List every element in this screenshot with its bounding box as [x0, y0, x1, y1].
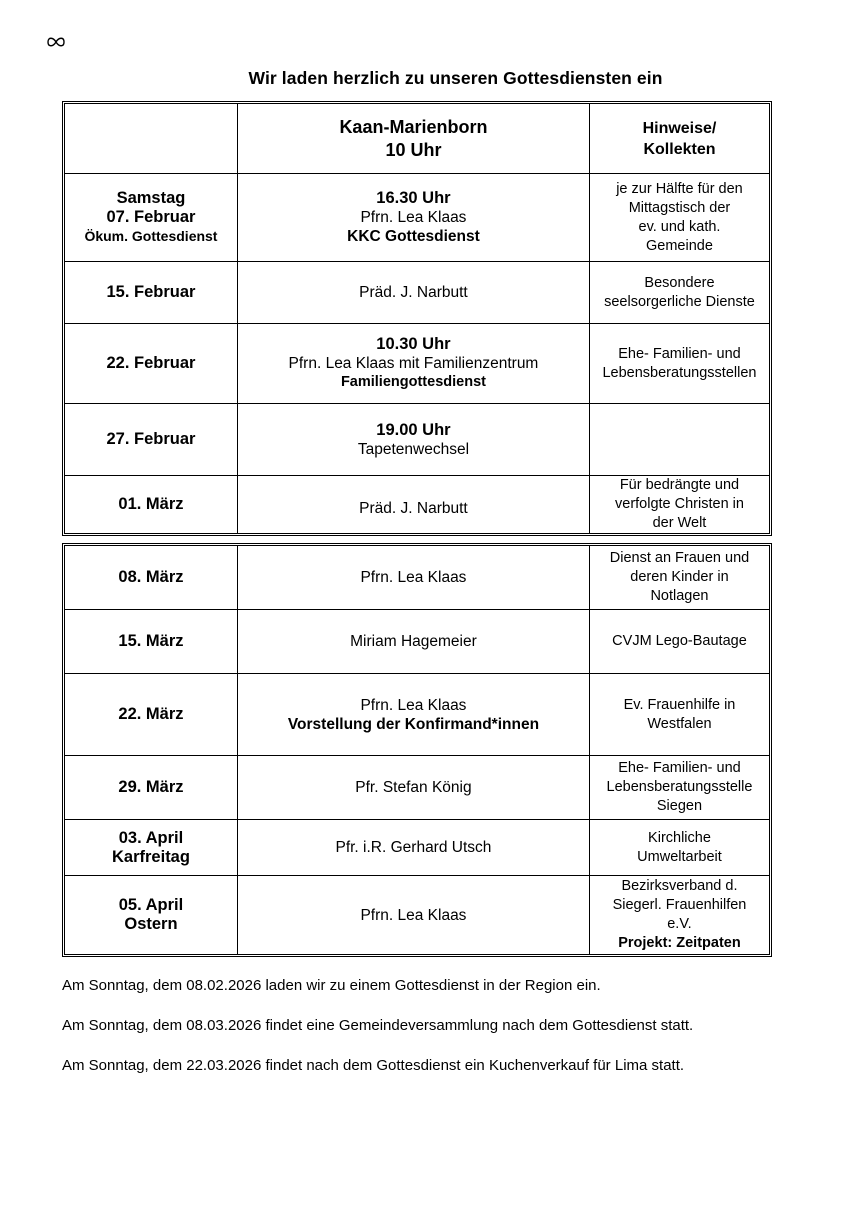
- date-cell: [65, 876, 238, 954]
- date-line: 15. Februar: [106, 283, 196, 301]
- date-cell: [65, 476, 238, 533]
- service-extra: Vorstellung der Konfirmand*innen: [287, 715, 540, 733]
- table-row: [65, 610, 769, 674]
- service-extra: KKC Gottesdienst: [347, 228, 480, 245]
- header-empty-cell: [65, 104, 238, 174]
- service-person: Pfrn. Lea Klaas: [360, 696, 467, 714]
- note-line: je zur Hälfte für den: [616, 180, 743, 197]
- note-line: Lebensberatungsstelle: [606, 779, 753, 795]
- service-person: Pfr. Stefan König: [355, 779, 472, 796]
- service-cell: [238, 610, 590, 674]
- note-line: Lebensberatungsstellen: [602, 364, 757, 381]
- table-row: [65, 756, 769, 820]
- notes-cell: [590, 174, 769, 262]
- notes-cell: [590, 674, 769, 756]
- footer-note: Am Sonntag, dem 08.03.2026 findet eine Gemeindeversammlung nach dem Gottesdienst statt.: [62, 1017, 694, 1034]
- note-line: Siegen: [656, 798, 703, 814]
- date-cell: [65, 404, 238, 476]
- date-subtitle: Ökum. Gottesdienst: [84, 228, 218, 244]
- service-person: Pfrn. Lea Klaas mit Familienzentrum: [288, 355, 539, 372]
- note-line: CVJM Lego-Bautage: [612, 633, 747, 649]
- date-cell: [65, 756, 238, 820]
- note-line: Für bedrängte und: [619, 477, 740, 493]
- date-line: Samstag: [116, 189, 186, 207]
- date-line: 03. April: [118, 828, 184, 847]
- service-person: Miriam Hagemeier: [350, 633, 477, 650]
- notes-cell: [590, 876, 769, 954]
- notes-cell: [590, 820, 769, 876]
- note-line: seelsorgerliche Dienste: [604, 293, 755, 310]
- date-line: 29. März: [118, 778, 184, 796]
- date-line: 01. März: [118, 495, 184, 513]
- notes-cell: [590, 324, 769, 404]
- date-cell: [65, 262, 238, 324]
- header-notes-cell: [590, 104, 769, 174]
- note-line: Dienst an Frauen und: [609, 550, 750, 566]
- notes-cell: [590, 262, 769, 324]
- note-line: e.V.: [667, 916, 692, 932]
- service-time: 16.30 Uhr: [376, 189, 451, 207]
- service-extra: Familiengottesdienst: [340, 374, 486, 390]
- note-line: Umweltarbeit: [637, 848, 722, 865]
- service-cell: [238, 324, 590, 404]
- service-cell: [238, 404, 590, 476]
- table-row: [65, 404, 769, 476]
- date-cell: [65, 674, 238, 756]
- note-line: Bezirksverband d.: [621, 878, 738, 894]
- header-location-cell: [238, 104, 590, 174]
- date-cell: [65, 324, 238, 404]
- service-cell: [238, 476, 590, 533]
- note-line: verfolgte Christen in: [615, 496, 744, 512]
- note-line: Ehe- Familien- und: [618, 345, 741, 362]
- table-row: [65, 820, 769, 876]
- header-notes-line2: Kollekten: [643, 140, 716, 158]
- table-row: [65, 674, 769, 756]
- date-line: 15. März: [118, 632, 184, 650]
- note-line: Notlagen: [650, 588, 709, 604]
- service-person: Tapetenwechsel: [357, 440, 470, 458]
- table-row: [65, 324, 769, 404]
- note-line: Besondere: [644, 274, 715, 291]
- service-person: Präd. J. Narbutt: [359, 500, 468, 517]
- table-row: [65, 876, 769, 954]
- schedule-table-february: [62, 101, 772, 536]
- note-line: Kirchliche: [648, 829, 711, 846]
- date-line: 22. Februar: [106, 354, 196, 372]
- notes-cell-empty: [590, 404, 769, 476]
- date-line: 22. März: [118, 705, 184, 723]
- date-line: 07. Februar: [106, 208, 196, 226]
- header-notes-line1: Hinweise/: [642, 119, 717, 137]
- note-line: Westfalen: [647, 715, 712, 732]
- service-person: Pfrn. Lea Klaas: [360, 209, 467, 226]
- note-line: ev. und kath.: [638, 218, 721, 235]
- footer-note: Am Sonntag, dem 22.03.2026 findet nach dem Gottesdienst ein Kuchenverkauf für Lima statt.: [62, 1057, 685, 1074]
- date-line: Karfreitag: [112, 847, 190, 866]
- note-line: Ev. Frauenhilfe in: [623, 696, 736, 713]
- note-line: Siegerl. Frauenhilfen: [612, 897, 747, 913]
- date-cell: [65, 546, 238, 610]
- service-cell: [238, 262, 590, 324]
- footer-note: Am Sonntag, dem 08.02.2026 laden wir zu einem Gottesdienst in der Region ein.: [62, 977, 601, 994]
- notes-cell: [590, 546, 769, 610]
- table-row: [65, 262, 769, 324]
- infinity-symbol-icon: [46, 36, 66, 48]
- service-cell: [238, 820, 590, 876]
- note-line: Mittagstisch der: [628, 199, 731, 216]
- header-location: Kaan-Marienborn: [339, 116, 488, 137]
- service-cell: [238, 756, 590, 820]
- service-person: Pfrn. Lea Klaas: [360, 569, 467, 586]
- date-cell: [65, 610, 238, 674]
- date-cell: [65, 820, 238, 876]
- note-line: Ehe- Familien- und: [618, 760, 741, 776]
- table-row: [65, 476, 769, 533]
- table-row: [65, 174, 769, 262]
- date-cell: [65, 174, 238, 262]
- service-cell: [238, 174, 590, 262]
- service-person: Pfr. i.R. Gerhard Utsch: [335, 839, 492, 856]
- service-time: 19.00 Uhr: [376, 420, 451, 439]
- service-cell: [238, 876, 590, 954]
- service-cell: [238, 674, 590, 756]
- date-line: 08. März: [118, 568, 184, 586]
- service-time: 10.30 Uhr: [376, 335, 451, 353]
- notes-cell: [590, 756, 769, 820]
- header-time: 10 Uhr: [385, 139, 442, 160]
- table-row: [65, 546, 769, 610]
- service-person: Pfrn. Lea Klaas: [360, 906, 467, 924]
- notes-cell: [590, 476, 769, 533]
- service-cell: [238, 546, 590, 610]
- date-line: 27. Februar: [106, 430, 196, 448]
- note-line: deren Kinder in: [630, 569, 729, 585]
- date-line: 05. April: [118, 896, 184, 914]
- table-header-row: [65, 104, 769, 174]
- note-line: Gemeinde: [646, 237, 713, 254]
- date-line: Ostern: [124, 915, 178, 933]
- service-person: Präd. J. Narbutt: [359, 284, 468, 301]
- notes-cell: [590, 610, 769, 674]
- page-title: Wir laden herzlich zu unseren Gottesdiensten ein: [248, 68, 663, 88]
- note-line: der Welt: [652, 515, 707, 531]
- schedule-table-march-april: [62, 543, 772, 957]
- note-line-bold: Projekt: Zeitpaten: [618, 935, 741, 951]
